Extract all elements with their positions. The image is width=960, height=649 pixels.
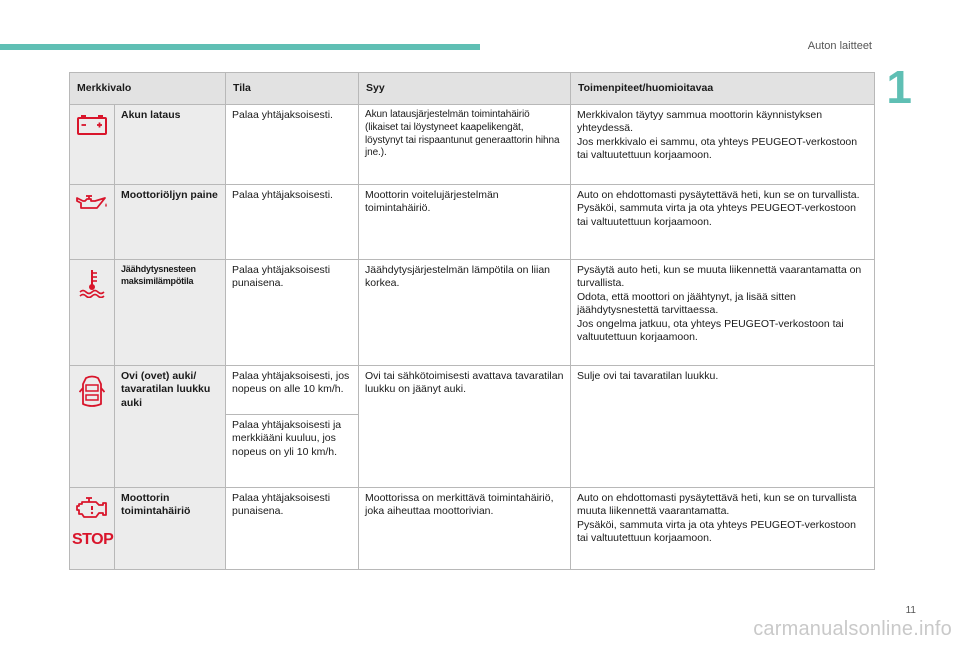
cause-cell: Ovi tai sähkötoimisesti avattava tavaratilan luukku on jäänyt auki. bbox=[359, 366, 571, 488]
state-cell: Palaa yhtäjaksoisesti punaisena. bbox=[226, 488, 359, 570]
table-row bbox=[70, 105, 875, 185]
cause-cell: Moottorin voitelujärjestelmän toimintahäiriö. bbox=[359, 185, 571, 260]
column-header-indicator: Merkkivalo bbox=[70, 73, 226, 105]
icon-cell bbox=[70, 488, 115, 570]
state-cell: Palaa yhtäjaksoisesti punaisena. bbox=[226, 260, 359, 366]
chapter-number: 1 bbox=[886, 61, 912, 113]
column-header-cause: Syy bbox=[359, 73, 571, 105]
oil-can-icon bbox=[75, 193, 109, 213]
column-header-action: Toimenpiteet/huomioitavaa bbox=[571, 73, 875, 105]
indicator-name: Moottoriöljyn paine bbox=[115, 185, 226, 260]
action-cell: Pysäytä auto heti, kun se muuta liikennettä vaarantamatta on turvallista. Odota, että moottori on jäähtynyt, ja lisää sitten jäähdytysnestettä tarvittaessa. Jos ongelma jatkuu, ota yhteys PEUGEOT-verkostoon tai valtuutettuun korjaamoon. bbox=[571, 260, 875, 366]
action-cell: Merkkivalon täytyy sammua moottorin käynnistyksen yhteydessä. Jos merkkivalo ei sammu, ota yhteys PEUGEOT-verkostoon tai valtuutettuun korjaamoon. bbox=[571, 105, 875, 185]
coolant-temperature-icon bbox=[78, 268, 106, 298]
icon-cell bbox=[70, 260, 115, 366]
table-row bbox=[70, 366, 875, 415]
action-cell: Auto on ehdottomasti pysäytettävä heti, kun se on turvallista. Pysäköi, sammuta virta ja ota yhteys PEUGEOT-verkostoon tai valtuutettuun korjaamoon. bbox=[571, 185, 875, 260]
indicator-name: Moottorin toimintahäiriö bbox=[115, 488, 226, 570]
engine-fault-icon bbox=[76, 496, 108, 520]
table-row bbox=[70, 488, 875, 570]
indicator-name: Ovi (ovet) auki/ tavaratilan luukku auki bbox=[115, 366, 226, 488]
state-cell-secondary: Palaa yhtäjaksoisesti ja merkkiääni kuuluu, jos nopeus on yli 10 km/h. bbox=[226, 415, 359, 488]
table-row bbox=[70, 185, 875, 260]
indicator-name: Akun lataus bbox=[115, 105, 226, 185]
cause-cell: Jäähdytysjärjestelmän lämpötila on liian korkea. bbox=[359, 260, 571, 366]
section-title: Auton laitteet bbox=[807, 40, 872, 52]
warning-lights-table bbox=[69, 72, 875, 570]
table-header-row bbox=[70, 73, 875, 105]
open-door-icon bbox=[79, 374, 105, 410]
column-header-state: Tila bbox=[226, 73, 359, 105]
action-cell: Sulje ovi tai tavaratilan luukku. bbox=[571, 366, 875, 488]
state-cell: Palaa yhtäjaksoisesti. bbox=[226, 185, 359, 260]
indicator-name: Jäähdytysnesteen maksimilämpötila bbox=[115, 260, 226, 366]
icon-cell bbox=[70, 366, 115, 488]
cause-cell: Akun latausjärjestelmän toimintahäiriö (likaiset tai löystyneet kaapelikengät, löystynyt tai rispaantunut generaattorin hihna jne.). bbox=[359, 105, 571, 185]
state-cell: Palaa yhtäjaksoisesti, jos nopeus on alle 10 km/h. bbox=[226, 366, 359, 415]
state-cell: Palaa yhtäjaksoisesti. bbox=[226, 105, 359, 185]
icon-cell bbox=[70, 185, 115, 260]
cause-cell: Moottorissa on merkittävä toimintahäiriö, joka aiheuttaa moottorivian. bbox=[359, 488, 571, 570]
icon-cell bbox=[70, 105, 115, 185]
watermark: carmanualsonline.info bbox=[753, 618, 952, 640]
stop-label: STOP bbox=[72, 531, 114, 548]
accent-bar bbox=[0, 44, 480, 50]
action-cell: Auto on ehdottomasti pysäytettävä heti, kun se on turvallista muuta liikennettä vaarantamatta. Pysäköi, sammuta virta ja ota yhteys PEUGEOT-verkostoon tai valtuutettuun korjaamoon. bbox=[571, 488, 875, 570]
page-number: 11 bbox=[905, 605, 916, 616]
table-row bbox=[70, 260, 875, 366]
battery-icon bbox=[77, 113, 107, 135]
